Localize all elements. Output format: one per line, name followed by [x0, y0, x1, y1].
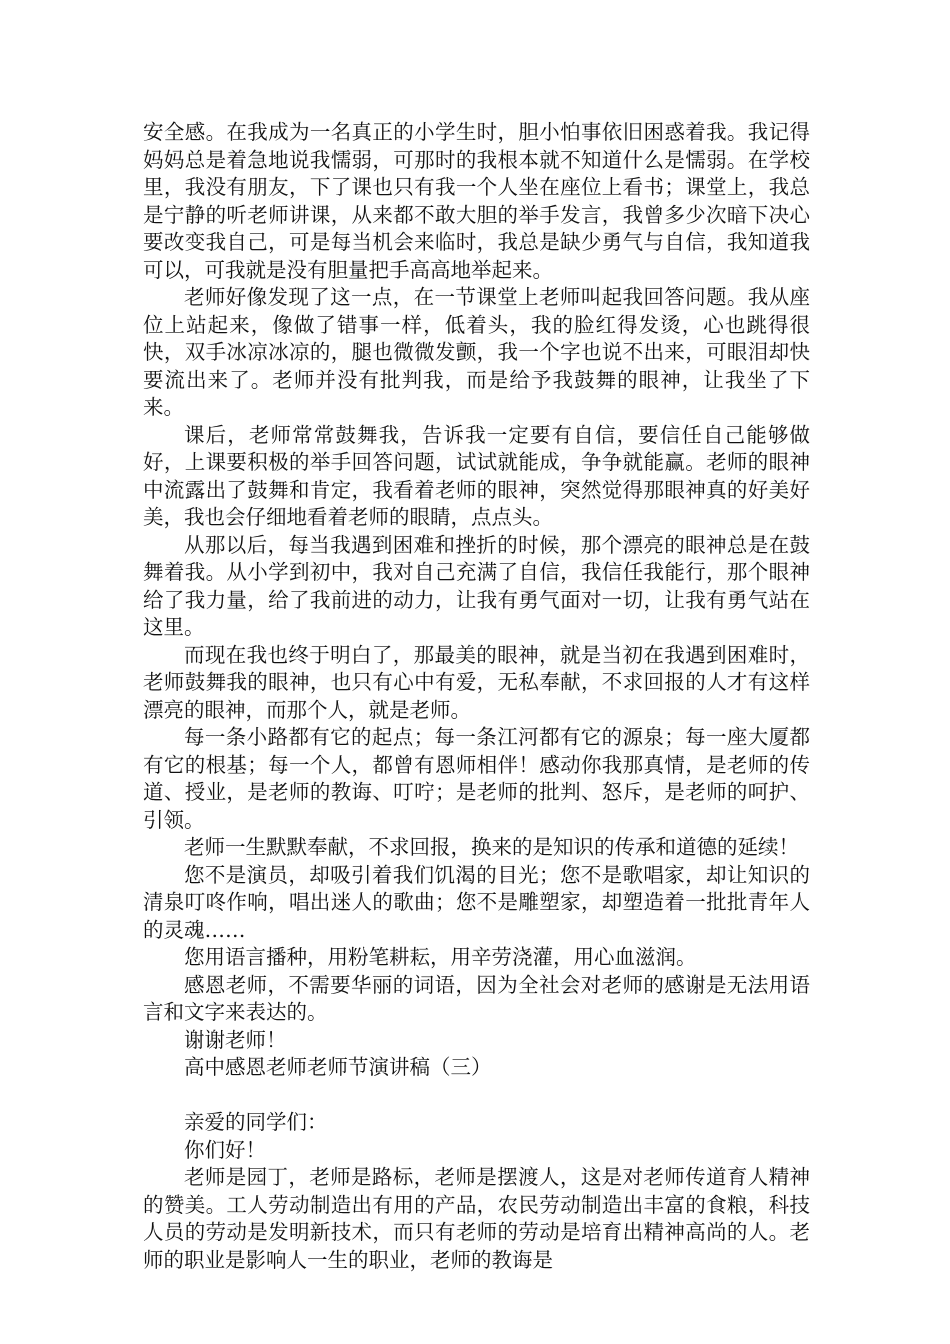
section-heading: 高中感恩老师老师节演讲稿（三） [184, 1055, 492, 1079]
blank-line [143, 1082, 810, 1110]
salutation: 亲爱的同学们： [184, 1110, 328, 1134]
document-body [143, 119, 810, 1274]
paragraph-9: 您用语言播种，用粉笔耕耘，用辛劳浇灌，用心血滋润。 [184, 945, 697, 969]
paragraph-3: 课后，老师常常鼓舞我，告诉我一定要有自信，要信任自己能够做好，上课要积极的举手回答问题，试试就能成，争争就能赢。老师的眼神中流露出了鼓舞和肯定，我看着老师的眼神，突然觉得那眼神真的好美好美，我也会仔细地看着老师的眼睛，点点头。 [143, 422, 810, 529]
paragraph-5: 而现在我也终于明白了，那最美的眼神，就是当初在我遇到困难时，老师鼓舞我的眼神，也只有心中有爱，无私奉献，不求回报的人才有这样漂亮的眼神，而那个人，就是老师。 [143, 642, 810, 722]
paragraph-2: 老师好像发现了这一点，在一节课堂上老师叫起我回答问题。我从座位上站起来，像做了错事一样，低着头，我的脸红得发烫，心也跳得很快，双手冰凉冰凉的，腿也微微发颤，我一个字也说不出来，可眼泪却快要流出来了。老师并没有批判我，而是给予我鼓舞的眼神，让我坐了下来。 [143, 285, 810, 419]
paragraph-last: 老师是园丁，老师是路标，老师是摆渡人，这是对老师传道育人精神的赞美。工人劳动制造出有用的产品，农民劳动制造出丰富的食粮，科技人员的劳动是发明新技术，而只有老师的劳动是培育出精神高尚的人。老师的职业是影响人一生的职业，老师的教诲是 [143, 1165, 810, 1272]
paragraph-10: 感恩老师，不需要华丽的词语，因为全社会对老师的感谢是无法用语言和文字来表达的。 [143, 972, 810, 1024]
paragraph-6: 每一条小路都有它的起点；每一条江河都有它的源泉；每一座大厦都有它的根基；每一个人，都曾有恩师相伴！感动你我那真情，是老师的传道、授业，是老师的教诲、叮咛；是老师的批判、怒斥，是老师的呵护、引领。 [143, 725, 810, 832]
paragraph-7: 老师一生默默奉献，不求回报，换来的是知识的传承和道德的延续！ [184, 835, 799, 859]
paragraph-8: 您不是演员，却吸引着我们饥渴的目光；您不是歌唱家，却让知识的清泉叮咚作响，唱出迷人的歌曲；您不是雕塑家，却塑造着一批批青年人的灵魂…… [143, 862, 810, 942]
greeting: 你们好！ [184, 1137, 266, 1162]
paragraph-1: 安全感。在我成为一名真正的小学生时，胆小怕事依旧困惑着我。我记得妈妈总是着急地说我懦弱，可那时的我根本就不知道什么是懦弱。在学校里，我没有朋友，下了课也只有我一个人坐在座位上看书；课堂上，我总是宁静的听老师讲课，从来都不敢大胆的举手发言，我曾多少次暗下决心要改变我自己，可是每当机会来临时，我总是缺少勇气与自信，我知道我可以，可我就是没有胆量把手高高地举起来。 [143, 120, 810, 282]
closing-thanks: 谢谢老师！ [184, 1027, 287, 1052]
paragraph-4: 从那以后，每当我遇到困难和挫折的时候，那个漂亮的眼神总是在鼓舞着我。从小学到初中，我对自己充满了自信，我信任我能行，那个眼神给了我力量，给了我前进的动力，让我有勇气面对一切，让我有勇气站在这里。 [143, 532, 810, 639]
